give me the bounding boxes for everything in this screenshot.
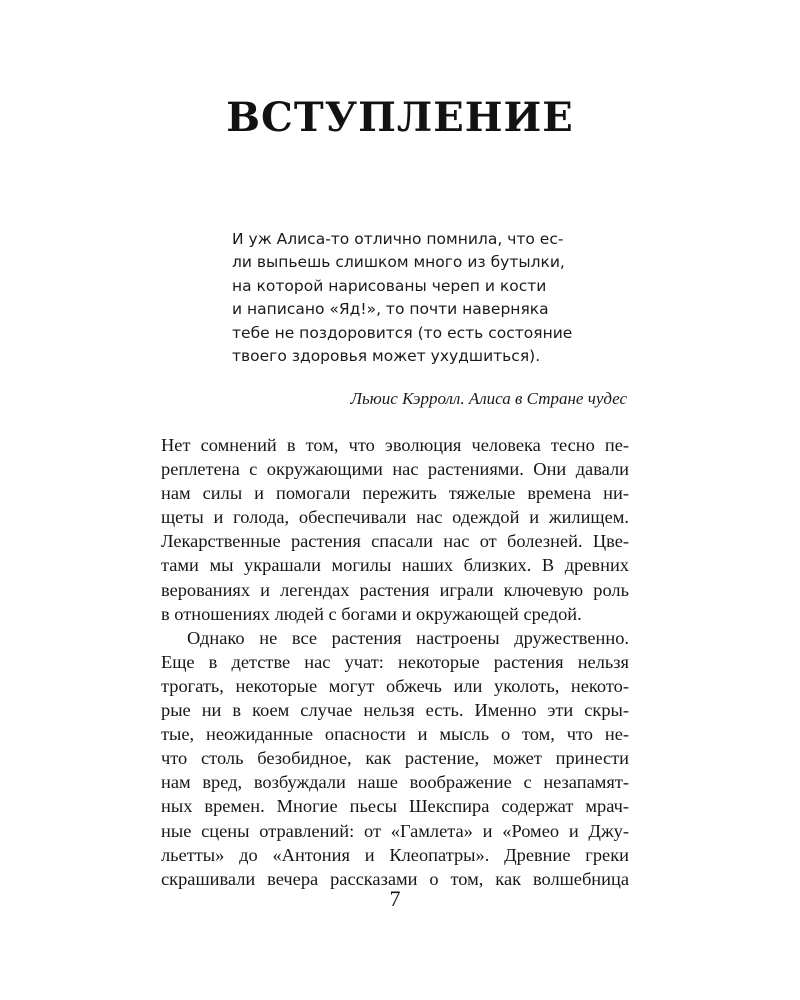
text-line: тые, неожиданные опасности и мысль о том, что не- (161, 724, 629, 745)
epigraph-line: И уж Алиса-то отлично помнила, что ес- (232, 230, 564, 248)
epigraph-line: на которой нарисованы череп и кости (232, 276, 547, 295)
text-line: трогать, некоторые могут обжечь или уколоть, некото- (161, 675, 629, 696)
epigraph-line: ли выпьешь слишком много из бутылки, (232, 253, 565, 272)
text-line: щеты и голода, обеспечивали нас одеждой и жилищем. (161, 507, 629, 528)
text-line: льетты» до «Антония и Клеопатры». Древние греки (161, 844, 629, 865)
page-number: 7 (389, 886, 401, 911)
text-line: нам вред, возбуждали наше воображение с незапамят- (161, 772, 629, 793)
text-line: ных времен. Многие пьесы Шекспира содержат мрач- (161, 796, 629, 817)
text-line: тами мы украшали могилы наших близких. В древних (161, 555, 629, 576)
text-line: верованиях и легендах растения играли ключевую роль (161, 579, 629, 600)
text-line: реплетена с окружающими нас растениями. Они давали (161, 459, 629, 480)
text-line: Нет сомнений в том, что эволюция человека тесно пе- (161, 435, 629, 455)
epigraph-line: твоего здоровья может ухудшиться). (232, 347, 541, 366)
epigraph-line: тебе не поздоровится (то есть состояние (232, 323, 573, 342)
text-line: ные сцены отравлений: от «Гамлета» и «Ромео и Джу- (161, 820, 629, 841)
body-text (161, 433, 629, 891)
chapter-title: ВСТУПЛЕНИЕ (226, 94, 574, 141)
epigraph-attribution: Льюис Кэрролл. Алиса в Стране чудес (350, 389, 627, 408)
text-line: Однако не все растения настроены дружественно. (187, 627, 629, 648)
text-line: рые ни в коем случае нельзя есть. Именно эти скры- (161, 700, 629, 721)
epigraph (232, 228, 632, 368)
text-line: нам силы и помогали пережить тяжелые времена ни- (161, 483, 629, 504)
text-line: скрашивали вечера рассказами о том, как волшебница (161, 868, 629, 889)
text-line: Еще в детстве нас учат: некоторые растения нельзя (161, 651, 629, 672)
text-line: Лекарственные растения спасали нас от болезней. Цве- (161, 531, 629, 552)
text-line: в отношениях людей с богами и окружающей средой. (161, 603, 582, 624)
epigraph-line: и написано «Яд!», то почти наверняка (232, 300, 549, 319)
text-line: что столь безобидное, как растение, может принести (161, 748, 629, 769)
